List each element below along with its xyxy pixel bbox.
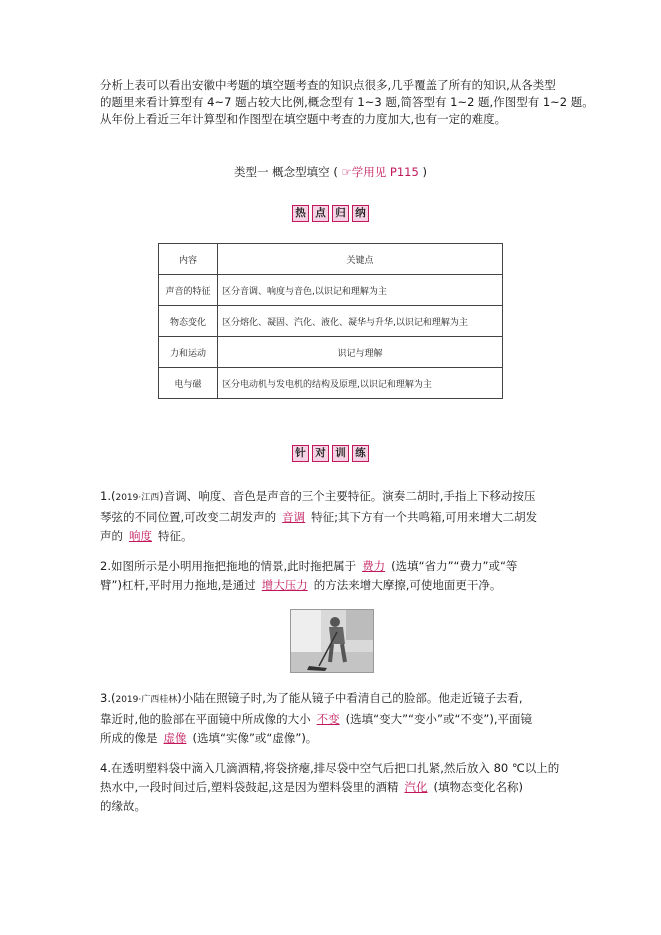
table-header-keypoints: 关键点 [218, 244, 503, 275]
section-title-prefix: 类型一 概念型填空 ( [234, 165, 338, 179]
heading-char: 归 [332, 205, 349, 222]
heading-char: 纳 [352, 205, 369, 222]
intro-line-1: 分析上表可以看出安徽中考题的填空题考查的知识点很多,几乎覆盖了所有的知识,从各类型 [100, 78, 556, 92]
key-points-table [158, 243, 503, 399]
mopping-photo [290, 609, 374, 673]
hot-points-heading [0, 205, 661, 222]
training-heading [0, 445, 661, 462]
answer-blank: 不变 [316, 712, 340, 726]
heading-char: 练 [352, 445, 369, 462]
table-cell: 物态变化 [159, 306, 218, 337]
table-header-content: 内容 [159, 244, 218, 275]
answer-blank: 增大压力 [261, 578, 308, 592]
page-reference: ☞学用见 P115 [341, 165, 419, 179]
table-header-row [159, 244, 503, 275]
table-cell: 区分熔化、凝固、汽化、液化、凝华与升华,以识记和理解为主 [218, 306, 503, 337]
question-source: 2019·江西 [115, 493, 160, 503]
table-cell: 力和运动 [159, 337, 218, 368]
table-cell: 识记与理解 [218, 337, 503, 368]
table-row [159, 275, 503, 306]
table-row [159, 337, 503, 368]
heading-char: 点 [312, 205, 329, 222]
table-cell: 声音的特征 [159, 275, 218, 306]
question-source: 2019·广西桂林 [115, 695, 178, 705]
heading-char: 热 [292, 205, 309, 222]
question-2: 2.如图所示是小明用拖把拖地的情景,此时拖把属于 费力 (选填“省力”“费力”或“等 臂”)杠杆,平时用力拖地,是通过 增大压力 的方法来增大摩擦,可使地面更干净。 [100, 559, 518, 592]
heading-char: 针 [292, 445, 309, 462]
heading-char: 训 [332, 445, 349, 462]
table-cell: 电与磁 [159, 368, 218, 399]
answer-blank: 音调 [282, 510, 306, 524]
mopping-illustration [291, 610, 373, 672]
intro-line-3: 从年份上看近三年计算型和作图型在填空题中考查的力度加大,也有一定的难度。 [100, 112, 507, 126]
intro-paragraph [100, 77, 594, 128]
answer-blank: 响度 [129, 529, 152, 543]
question-1: 1.(2019·江西)音调、响度、音色是声音的三个主要特征。演奏二胡时,手指上下移动按压 琴弦的不同位置,可改变二胡发声的 音调 特征;其下方有一个共鸣箱,可用来增大二胡发 声的 响度 特征。 [100, 489, 538, 543]
table-cell: 区分音调、响度与音色,以识记和理解为主 [218, 275, 503, 306]
question-4: 4.在透明塑料袋中滴入几滴酒精,将袋挤瘪,排尽袋中空气后把口扎紧,然后放入 80 ℃以上的 热水中,一段时间过后,塑料袋鼓起,这是因为塑料袋里的酒精 汽化 (填物态变化名称) 的缘故。 [100, 761, 560, 813]
answer-blank: 费力 [362, 559, 386, 573]
table-row [159, 368, 503, 399]
answer-blank: 汽化 [404, 780, 428, 794]
question-3: 3.(2019·广西桂林)小陆在照镜子时,为了能从镜子中看清自己的脸部。他走近镜子去看, 靠近时,他的脸部在平面镜中所成像的大小 不变 (选填“变大”“变小”或“不变”),平面镜 所成的像是 虚像 (选填“实像”或“虚像”)。 [100, 691, 533, 745]
table-cell: 区分电动机与发电机的结构及原理,以识记和理解为主 [218, 368, 503, 399]
answer-blank: 虚像 [163, 731, 187, 745]
heading-char: 对 [312, 445, 329, 462]
intro-line-2: 的题里来看计算型有 4~7 题占较大比例,概念型有 1~3 题,简答型有 1~2 题,作图型有 1~2 题。 [100, 95, 594, 109]
section-title [0, 164, 661, 180]
table-row [159, 306, 503, 337]
section-title-suffix: ) [422, 165, 427, 179]
